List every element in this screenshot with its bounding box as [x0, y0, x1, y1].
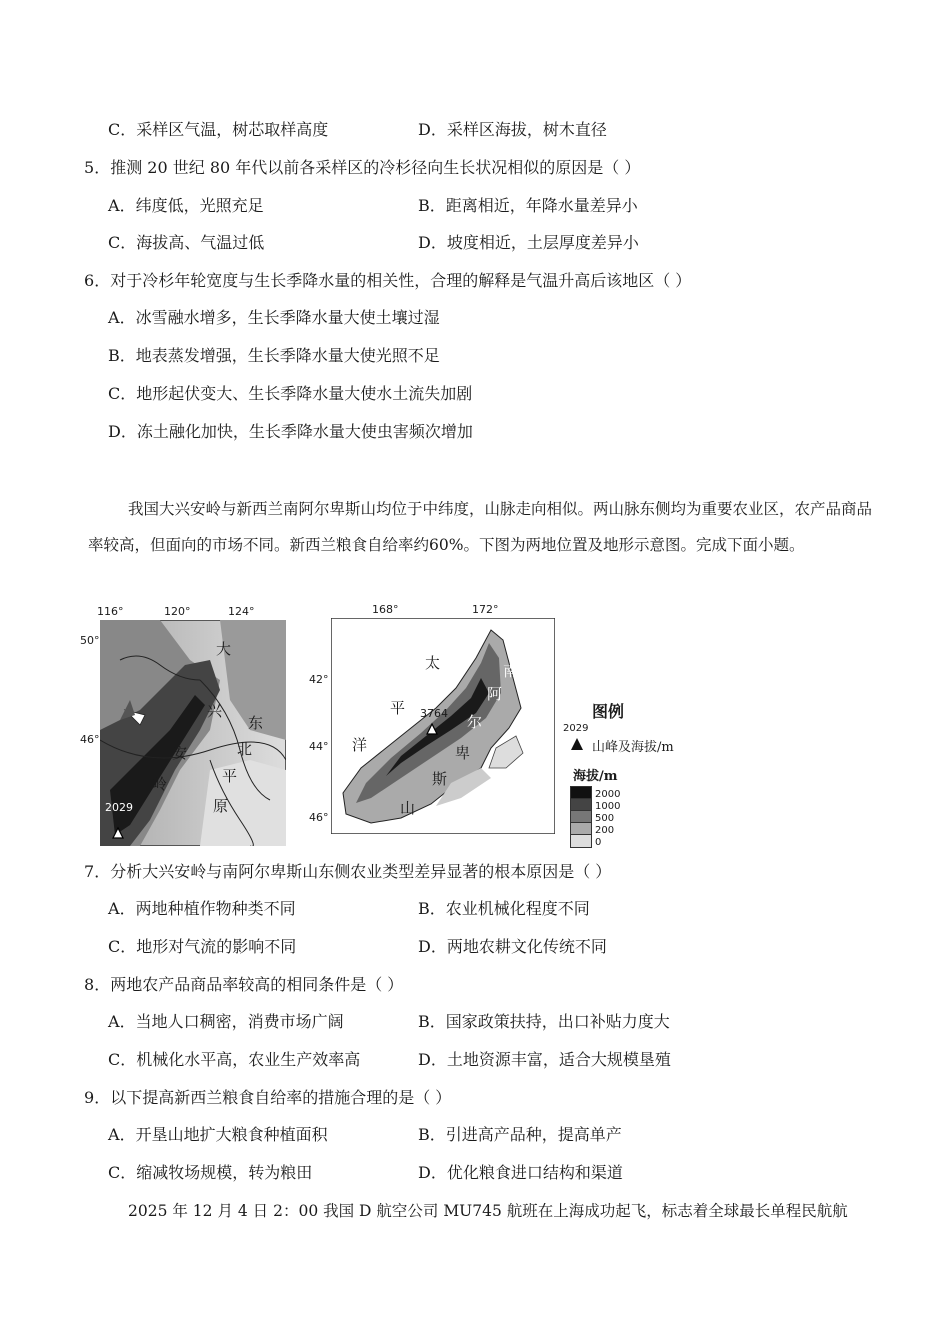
q9-option-b: B．引进高产品种，提高单产 — [418, 1125, 622, 1144]
legend-peak-icon — [570, 737, 584, 751]
map2-mtn-4: 卑 — [455, 744, 471, 762]
map2-terrain — [331, 618, 555, 834]
map2-lon-168: 168° — [372, 603, 399, 616]
q9-stem: 9．以下提高新西兰粮食自给率的措施合理的是（ ） — [84, 1088, 452, 1107]
q8-option-b: B．国家政策扶持，出口补贴力度大 — [418, 1012, 670, 1031]
q6-stem: 6．对于冷杉年轮宽度与生长季降水量的相关性，合理的解释是气温升高后该地区（ ） — [84, 271, 692, 290]
legend-elev-title: 海拔/m — [573, 769, 618, 784]
q7-option-d: D．两地农耕文化传统不同 — [418, 937, 607, 956]
map1-name-8: 原 — [213, 797, 229, 815]
map2-ocean-3: 洋 — [352, 736, 368, 754]
legend-peak-sample: 2029 — [563, 723, 589, 734]
q5-option-d: D．坡度相近，土层厚度差异小 — [418, 233, 639, 252]
legend-title: 图例 — [592, 702, 625, 721]
q4-option-d: D．采样区海拔，树木直径 — [418, 120, 607, 139]
map1-name-6: 北 — [237, 740, 253, 758]
map2-mtn-3: 尔 — [467, 713, 483, 731]
map1-name-4: 岭 — [152, 775, 168, 793]
q8-option-a: A．当地人口稠密，消费市场广阔 — [108, 1012, 344, 1031]
map2-lat-46: 46° — [309, 811, 329, 824]
q8-option-c: C．机械化水平高，农业生产效率高 — [108, 1050, 361, 1069]
map2-lat-42: 42° — [309, 673, 329, 686]
map1-name-5: 东 — [248, 714, 264, 732]
q5-option-c: C．海拔高、气温过低 — [108, 233, 265, 252]
map1-lon-124: 124° — [228, 605, 255, 618]
q6-option-a: A．冰雪融水增多，生长季降水量大使土壤过湿 — [108, 308, 440, 327]
map2-peak-label: 3764 — [420, 707, 448, 720]
map2-ocean-1: 太 — [425, 654, 441, 672]
map1-name-3: 安 — [172, 744, 188, 762]
q7-option-a: A．两地种植作物种类不同 — [108, 899, 296, 918]
map2-mtn-6: 山 — [400, 799, 416, 817]
legend-level-1000: 1000 — [595, 801, 621, 812]
q4-option-c: C．采样区气温，树芯取样高度 — [108, 120, 329, 139]
q6-option-b: B．地表蒸发增强，生长季降水量大使光照不足 — [108, 346, 440, 365]
next-passage-line: 2025 年 12 月 4 日 2：00 我国 D 航空公司 MU745 航班在上海成功起飞，标志着全球最长单程民航航 — [128, 1202, 848, 1220]
map1-name-7: 平 — [222, 767, 238, 785]
q7-option-c: C．地形对气流的影响不同 — [108, 937, 297, 956]
q6-option-c: C．地形起伏变大、生长季降水量大使水土流失加剧 — [108, 384, 473, 403]
legend-swatch-4 — [570, 834, 592, 848]
legend-level-2000: 2000 — [595, 789, 621, 800]
map1-name-1: 大 — [216, 640, 232, 658]
legend-level-200: 200 — [595, 825, 615, 836]
q9-option-c: C．缩减牧场规模，转为粮田 — [108, 1163, 313, 1182]
map2-lat-44: 44° — [309, 740, 329, 753]
q5-option-b: B．距离相近，年降水量差异小 — [418, 196, 638, 215]
map2-mtn-2: 阿 — [487, 685, 503, 703]
q5-option-a: A．纬度低，光照充足 — [108, 196, 264, 215]
map2-mtn-1: 南 — [503, 662, 519, 680]
map1-lat-46: 46° — [80, 733, 100, 746]
q8-option-d: D．土地资源丰富，适合大规模垦殖 — [418, 1050, 671, 1069]
q7-option-b: B．农业机械化程度不同 — [418, 899, 590, 918]
q5-stem: 5．推测 20 世纪 80 年代以前各采样区的冷杉径向生长状况相似的原因是（ ） — [84, 158, 641, 177]
passage: 我国大兴安岭与新西兰南阿尔卑斯山均位于中纬度，山脉走向相似。两山脉东侧均为重要农业区，农产品商品率较高，但面向的市场不同。新西兰粮食自给率约60%。下图为两地位置及地形示意图。完成下面小题。 — [88, 500, 873, 554]
q6-option-d: D．冻土融化加快，生长季降水量大使虫害频次增加 — [108, 422, 473, 441]
map1-name-2: 兴 — [207, 702, 223, 720]
map1-peak-label: 2029 — [105, 801, 133, 814]
q9-option-a: A．开垦山地扩大粮食种植面积 — [108, 1125, 328, 1144]
legend-level-500: 500 — [595, 813, 615, 824]
map2-ocean-2: 平 — [390, 699, 406, 717]
legend-level-0: 0 — [595, 837, 602, 848]
legend-peak-text: 山峰及海拔/m — [592, 740, 674, 755]
map2-lon-172: 172° — [472, 603, 499, 616]
q8-stem: 8．两地农产品商品率较高的相同条件是（ ） — [84, 975, 404, 994]
q9-option-d: D．优化粮食进口结构和渠道 — [418, 1163, 623, 1182]
map1-lon-116: 116° — [97, 605, 124, 618]
map2-mtn-5: 斯 — [432, 770, 448, 788]
map1-lon-120: 120° — [164, 605, 191, 618]
map1-lat-50: 50° — [80, 634, 100, 647]
q7-stem: 7．分析大兴安岭与南阿尔卑斯山东侧农业类型差异显著的根本原因是（ ） — [84, 862, 612, 881]
